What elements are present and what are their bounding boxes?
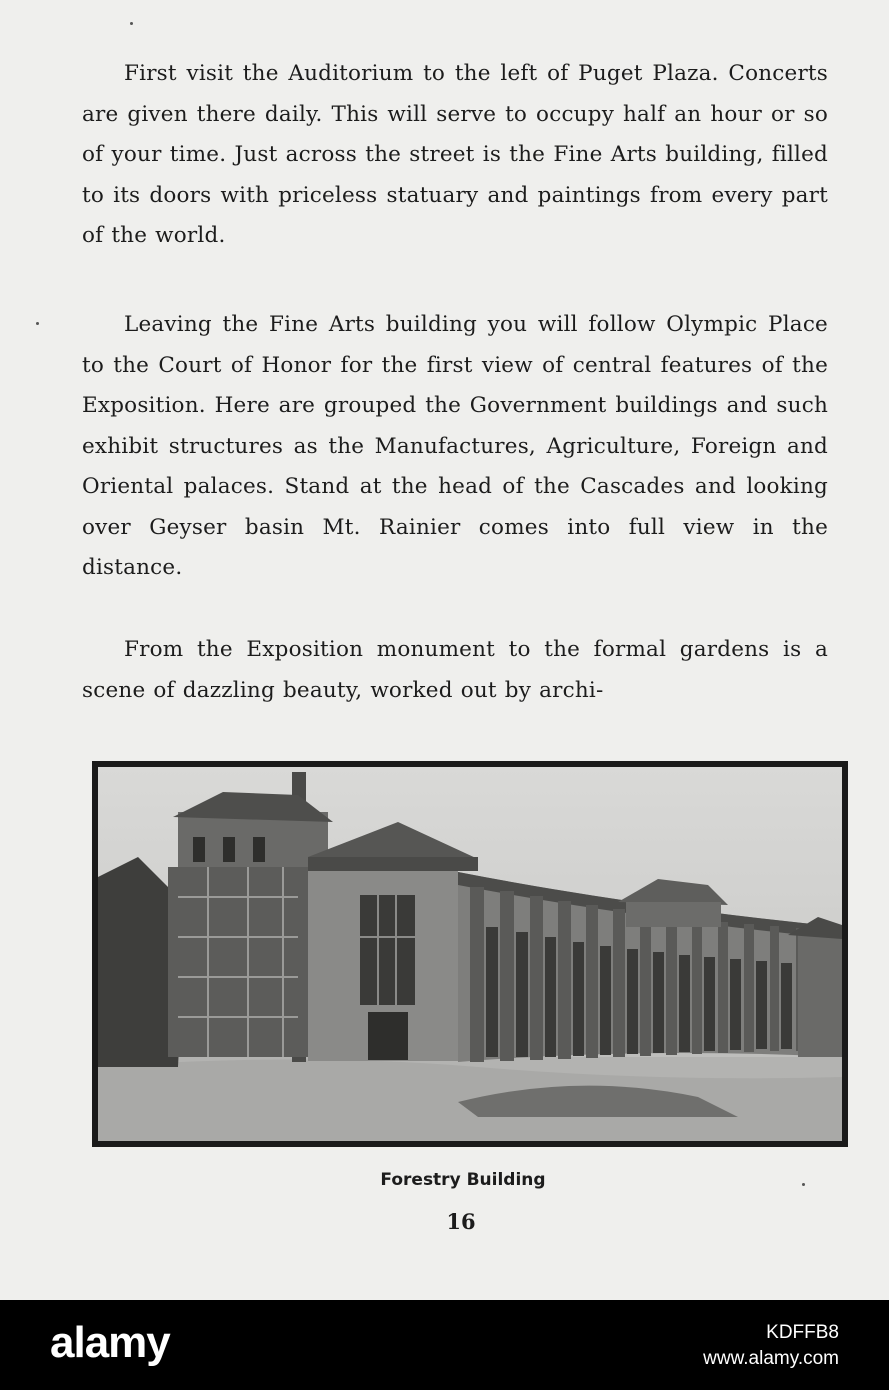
forestry-building-photo [98, 767, 842, 1141]
building-illustration [98, 767, 842, 1141]
print-speck [36, 322, 39, 325]
print-speck [130, 22, 133, 25]
photo-caption: Forestry Building [380, 1170, 546, 1190]
photo-frame [92, 761, 848, 1147]
watermark-bar [0, 1300, 889, 1390]
paragraph-exposition-monument: From the Exposition monument to the formal gardens is a scene of dazzling beauty, worked out by archi- [82, 637, 828, 703]
paragraph-court-of-honor: Leaving the Fine Arts building you will follow Olympic Place to the Court of Honor for the first view of central features of the Exposition. Here are grouped the Government buildings and such exhibit structures as the Manufactures, Agriculture, Foreign and Oriental palaces. Stand at the head of the Cascades and looking over Geyser basin Mt. Rainier comes into full view in the distance. [82, 312, 828, 580]
page-number: 16 [446, 1209, 476, 1234]
paragraph-auditorium: First visit the Auditorium to the left of Puget Plaza. Concerts are given there daily. This will serve to occupy half an hour or so of your time. Just across the street is the Fine Arts building, filled to its doors with priceless statuary and paintings from every part of the world. [82, 61, 828, 248]
alamy-url: www.alamy.com [703, 1348, 839, 1369]
watermark-info [703, 1320, 839, 1372]
image-id: KDFFB8 [766, 1322, 839, 1343]
alamy-logo: alamy [50, 1318, 170, 1367]
